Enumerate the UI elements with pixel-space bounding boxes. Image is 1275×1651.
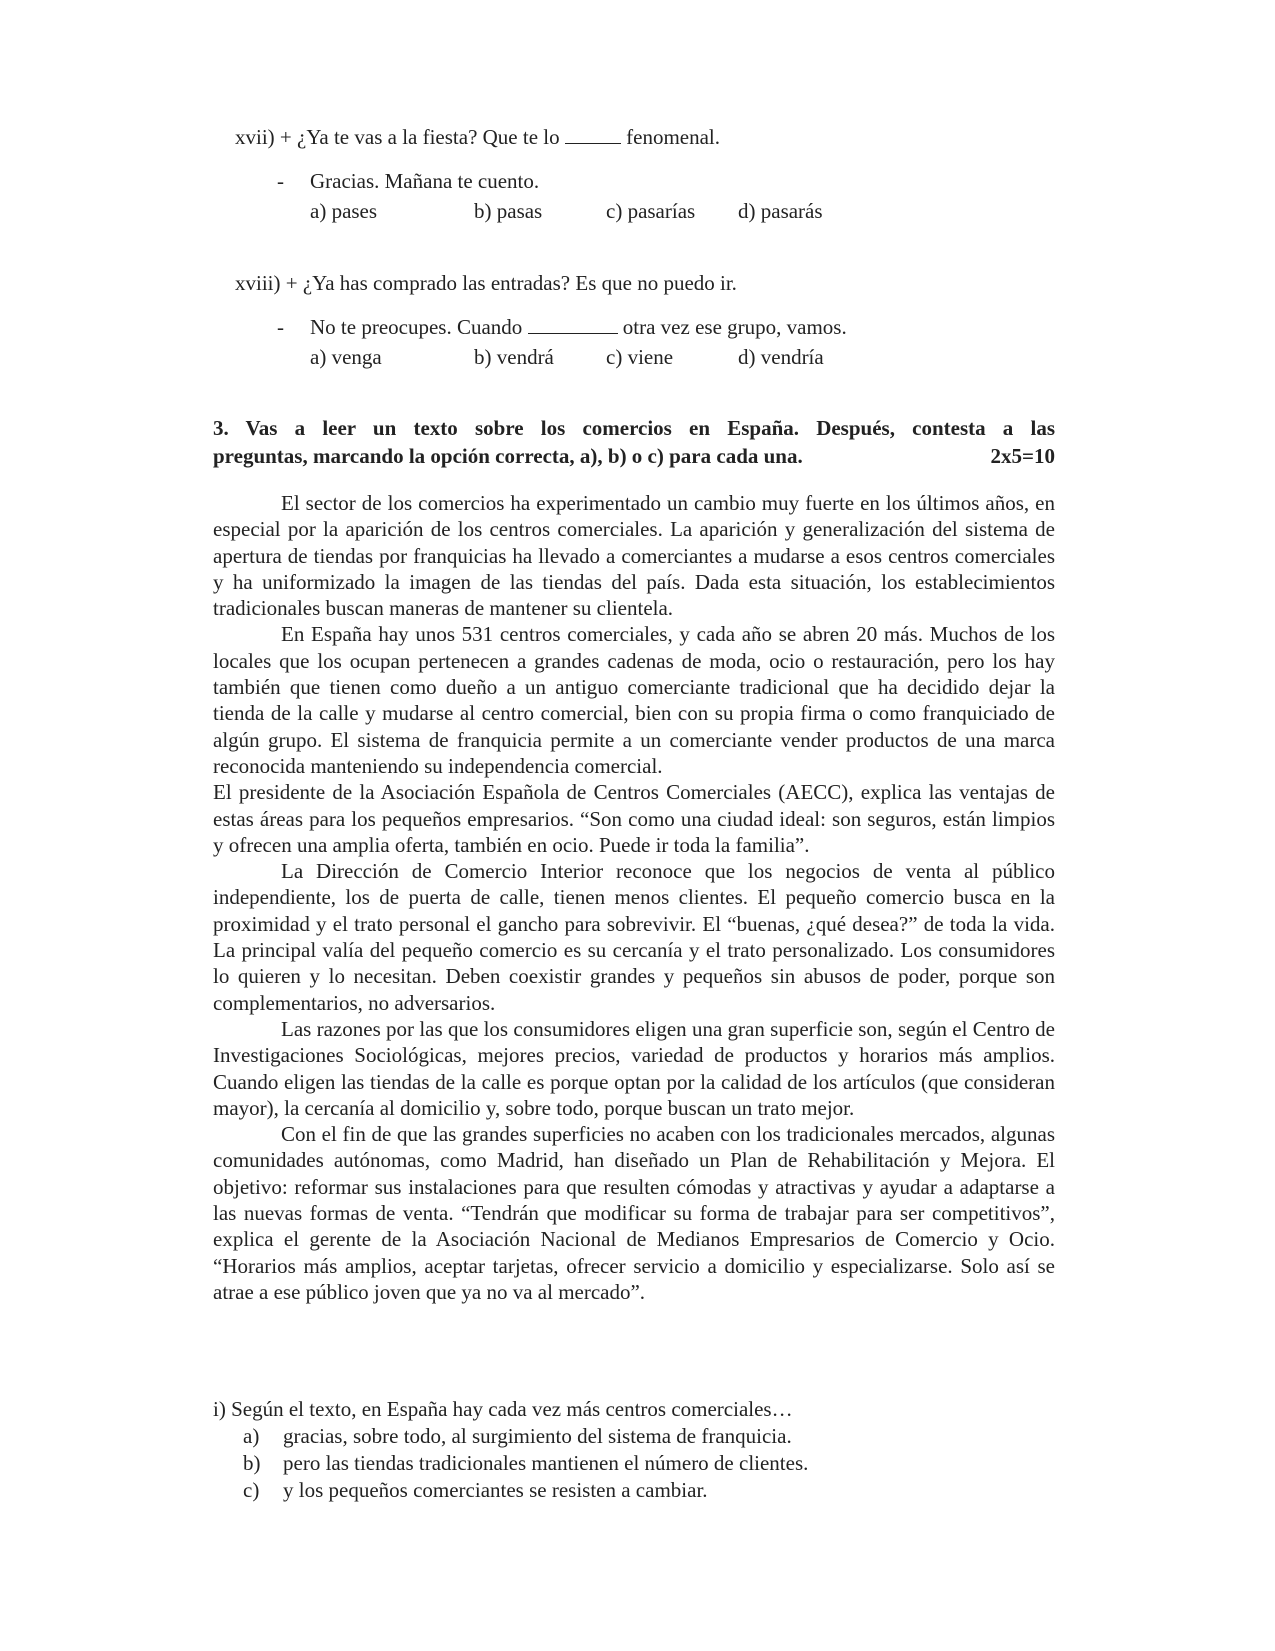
reply-text-after: otra vez ese grupo, vamos. [622, 315, 847, 339]
prompt-text: + ¿Ya has comprado las entradas? Es que no puedo ir. [285, 271, 737, 295]
answer-blank [528, 315, 618, 334]
option-letter: a) [243, 1424, 260, 1448]
question-stem: i) Según el texto, en España hay cada vez más centros comerciales… [213, 1397, 793, 1421]
option-letter: c) [243, 1478, 260, 1502]
question-prompt [235, 268, 737, 298]
reply-dash: - [277, 315, 284, 339]
prompt-text: + ¿Ya te vas a la fiesta? Que te lo [279, 125, 560, 149]
reply-text-before: No te preocupes. Cuando [310, 315, 523, 339]
answer-blank [565, 125, 621, 144]
paragraph: La Dirección de Comercio Interior reconoce que los negocios de venta al público independiente, los de puerta de calle, tienen menos clientes. El pequeño comercio busca en la proximidad y el trato personal el gancho para sobrevivir. El “buenas, ¿qué desea?” de toda la vida. La principal valía del pequeño comercio es su cercanía y el trato personalizado. Los consumidores lo quieren y lo necesitan. Deben coexistir grandes y pequeños sin abusos de poder, porque son complementarios, no adversarios. [213, 859, 1055, 1015]
option-a: a) pases [310, 199, 378, 223]
reply-dash: - [277, 169, 284, 193]
question-number: xvii) [235, 125, 275, 149]
paragraph: El sector de los comercios ha experimentado un cambio muy fuerte en los últimos años, en especial por la aparición de los centros comerciales. La aparición y generalización del sistema de apertura de tiendas por franquicias ha llevado a comerciantes a mudarse a esos centros comerciales y ha uniformizado la imagen de las tiendas del país. Dada esta situación, los establecimientos tradicionales buscan maneras de mantener su clientela. [213, 491, 1055, 621]
paragraph: Con el fin de que las grandes superficies no acaben con los tradicionales mercados, algunas comunidades autónomas, como Madrid, han diseñado un Plan de Rehabilitación y Mejora. El objetivo: reformar sus instalaciones para que resulten cómodas y atractivas y ayudar a adaptarse a las nuevas formas de venta. “Tendrán que modificar su forma de trabajar para ser competitivos”, explica el gerente de la Asociación Nacional de Medianos Empresarios de Comercio y Ocio. “Horarios más amplios, aceptar tarjetas, ofrecer servicio a domicilio y especializarse. Solo así se atrae a ese público joven que ya no va al mercado”. [213, 1122, 1055, 1304]
prompt-text-after: fenomenal. [626, 125, 720, 149]
question-prompt [235, 122, 720, 152]
option-b: b) vendrá [474, 345, 554, 369]
option-letter: b) [243, 1451, 261, 1475]
option-d: d) pasarás [738, 199, 823, 223]
section-heading-line-1: 3. Vas a leer un texto sobre los comercios en España. Después, contesta a las [213, 416, 1055, 440]
reply-text [310, 312, 847, 342]
option-a: a) venga [310, 345, 382, 369]
paragraph: El presidente de la Asociación Española de Centros Comerciales (AECC), explica las ventajas de estas áreas para los pequeños empresarios. “Son como una ciudad ideal: son seguros, están limpios y ofrecen una amplia oferta, también en ocio. Puede ir toda la familia”. [213, 780, 1055, 857]
question-number: xviii) [235, 271, 281, 295]
section-heading-line-2 [213, 442, 1055, 470]
section-score: 2x5=10 [990, 444, 1055, 468]
option-c: c) viene [606, 345, 674, 369]
option-text: pero las tiendas tradicionales mantienen el número de clientes. [283, 1451, 809, 1475]
reply-text: Gracias. Mañana te cuento. [310, 169, 540, 193]
paragraph: En España hay unos 531 centros comerciales, y cada año se abren 20 más. Muchos de los locales que los ocupan pertenecen a grandes cadenas de moda, ocio o restauración, pero los hay también que tienen como dueño a un antiguo comerciante tradicional que ha decidido dejar la tienda de la calle y mudarse al centro comercial, bien con su propia firma o como franquiciado de algún grupo. El sistema de franquicia permite a un comerciante vender productos de una marca reconocida manteniendo su independencia comercial. [213, 622, 1055, 778]
section-heading [213, 414, 1055, 470]
section-instructions: preguntas, marcando la opción correcta, a), b) o c) para cada una. [213, 444, 803, 468]
option-text: gracias, sobre todo, al surgimiento del sistema de franquicia. [283, 1424, 792, 1448]
option-d: d) vendría [738, 345, 824, 369]
paragraph: Las razones por las que los consumidores eligen una gran superficie son, según el Centro de Investigaciones Sociológicas, mejores precios, variedad de productos y horarios más amplios. Cuando eligen las tiendas de la calle es porque optan por la calidad de los artículos (que consideran mayor), la cercanía al domicilio y, sobre todo, porque buscan un trato mejor. [213, 1016, 1055, 1120]
option-text: y los pequeños comerciantes se resisten a cambiar. [283, 1478, 708, 1502]
option-c: c) pasarías [606, 199, 696, 223]
option-b: b) pasas [474, 199, 543, 223]
reading-text [213, 490, 1055, 1305]
